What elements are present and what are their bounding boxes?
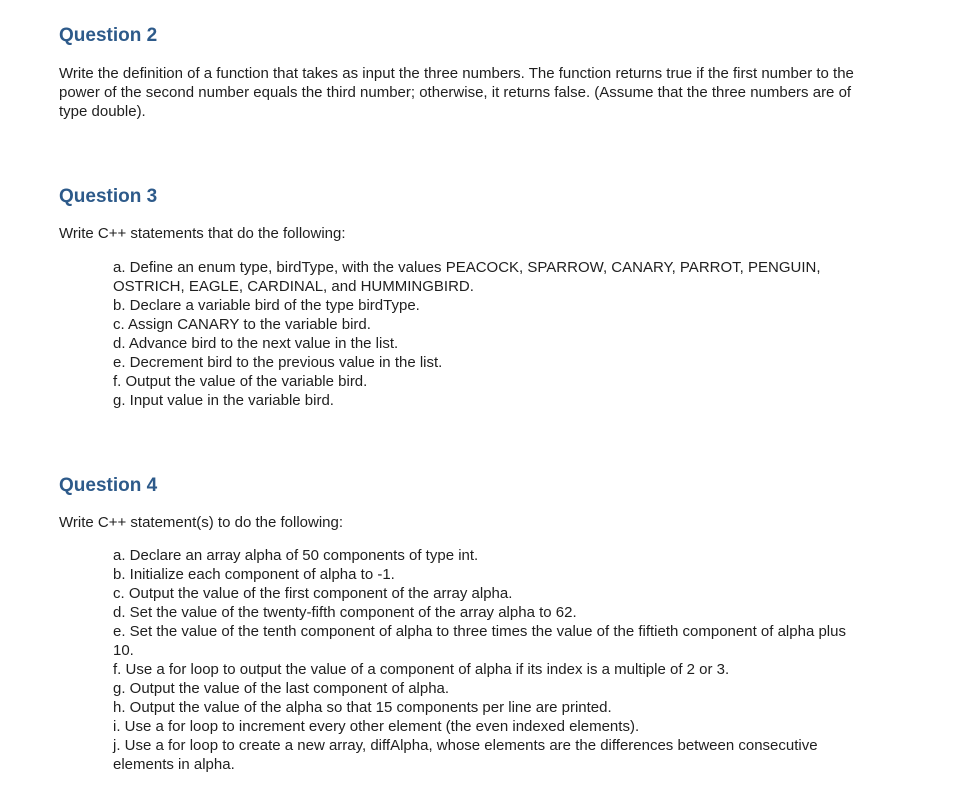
question-title: Question 4: [59, 475, 158, 496]
list-item: i. Use a for loop to increment every other element (the even indexed elements).: [113, 718, 640, 735]
list-item: d. Advance bird to the next value in the list.: [113, 335, 399, 352]
question-text: Write C++ statement(s) to do the following:: [59, 514, 344, 531]
question-item-list: [113, 258, 833, 410]
question-title: Question 3: [59, 186, 158, 207]
list-item: f. Output the value of the variable bird.: [113, 373, 368, 390]
list-item: g. Output the value of the last component of alpha.: [113, 680, 450, 697]
list-item: f. Use a for loop to output the value of a component of alpha if its index is a multiple of 2 or 3.: [113, 661, 730, 678]
question-item-list: [113, 546, 853, 774]
list-item: h. Output the value of the alpha so that 15 components per line are printed.: [113, 699, 612, 716]
question-text: Write C++ statements that do the following:: [59, 225, 346, 242]
list-item: a. Define an enum type, birdType, with the values PEACOCK, SPARROW, CANARY, PARROT, PENGUIN, OSTRICH, EAGLE, CARDINAL, and HUMMINGBIRD.: [113, 259, 821, 295]
list-item: b. Initialize each component of alpha to -1.: [113, 566, 395, 583]
list-item: c. Assign CANARY to the variable bird.: [113, 316, 371, 333]
list-item: c. Output the value of the first component of the array alpha.: [113, 585, 513, 602]
list-item: d. Set the value of the twenty-fifth component of the array alpha to 62.: [113, 604, 577, 621]
question-4: [59, 474, 939, 773]
list-item: e. Decrement bird to the previous value in the list.: [113, 354, 443, 371]
question-title: Question 2: [59, 25, 158, 46]
list-item: b. Declare a variable bird of the type birdType.: [113, 297, 420, 314]
list-item: g. Input value in the variable bird.: [113, 392, 334, 409]
list-item: a. Declare an array alpha of 50 components of type int.: [113, 547, 479, 564]
question-text: Write the definition of a function that takes as input the three numbers. The function returns true if the first number to the power of the second number equals the third number; otherwise, it returns false. (Assume that the three numbers are of type double).: [59, 65, 854, 120]
question-2: [59, 24, 939, 120]
question-3: [59, 185, 939, 409]
list-item: e. Set the value of the tenth component of alpha to three times the value of the fiftieth component of alpha plus 10.: [113, 623, 846, 659]
list-item: j. Use a for loop to create a new array, diffAlpha, whose elements are the differences between consecutive elements in alpha.: [113, 737, 818, 773]
